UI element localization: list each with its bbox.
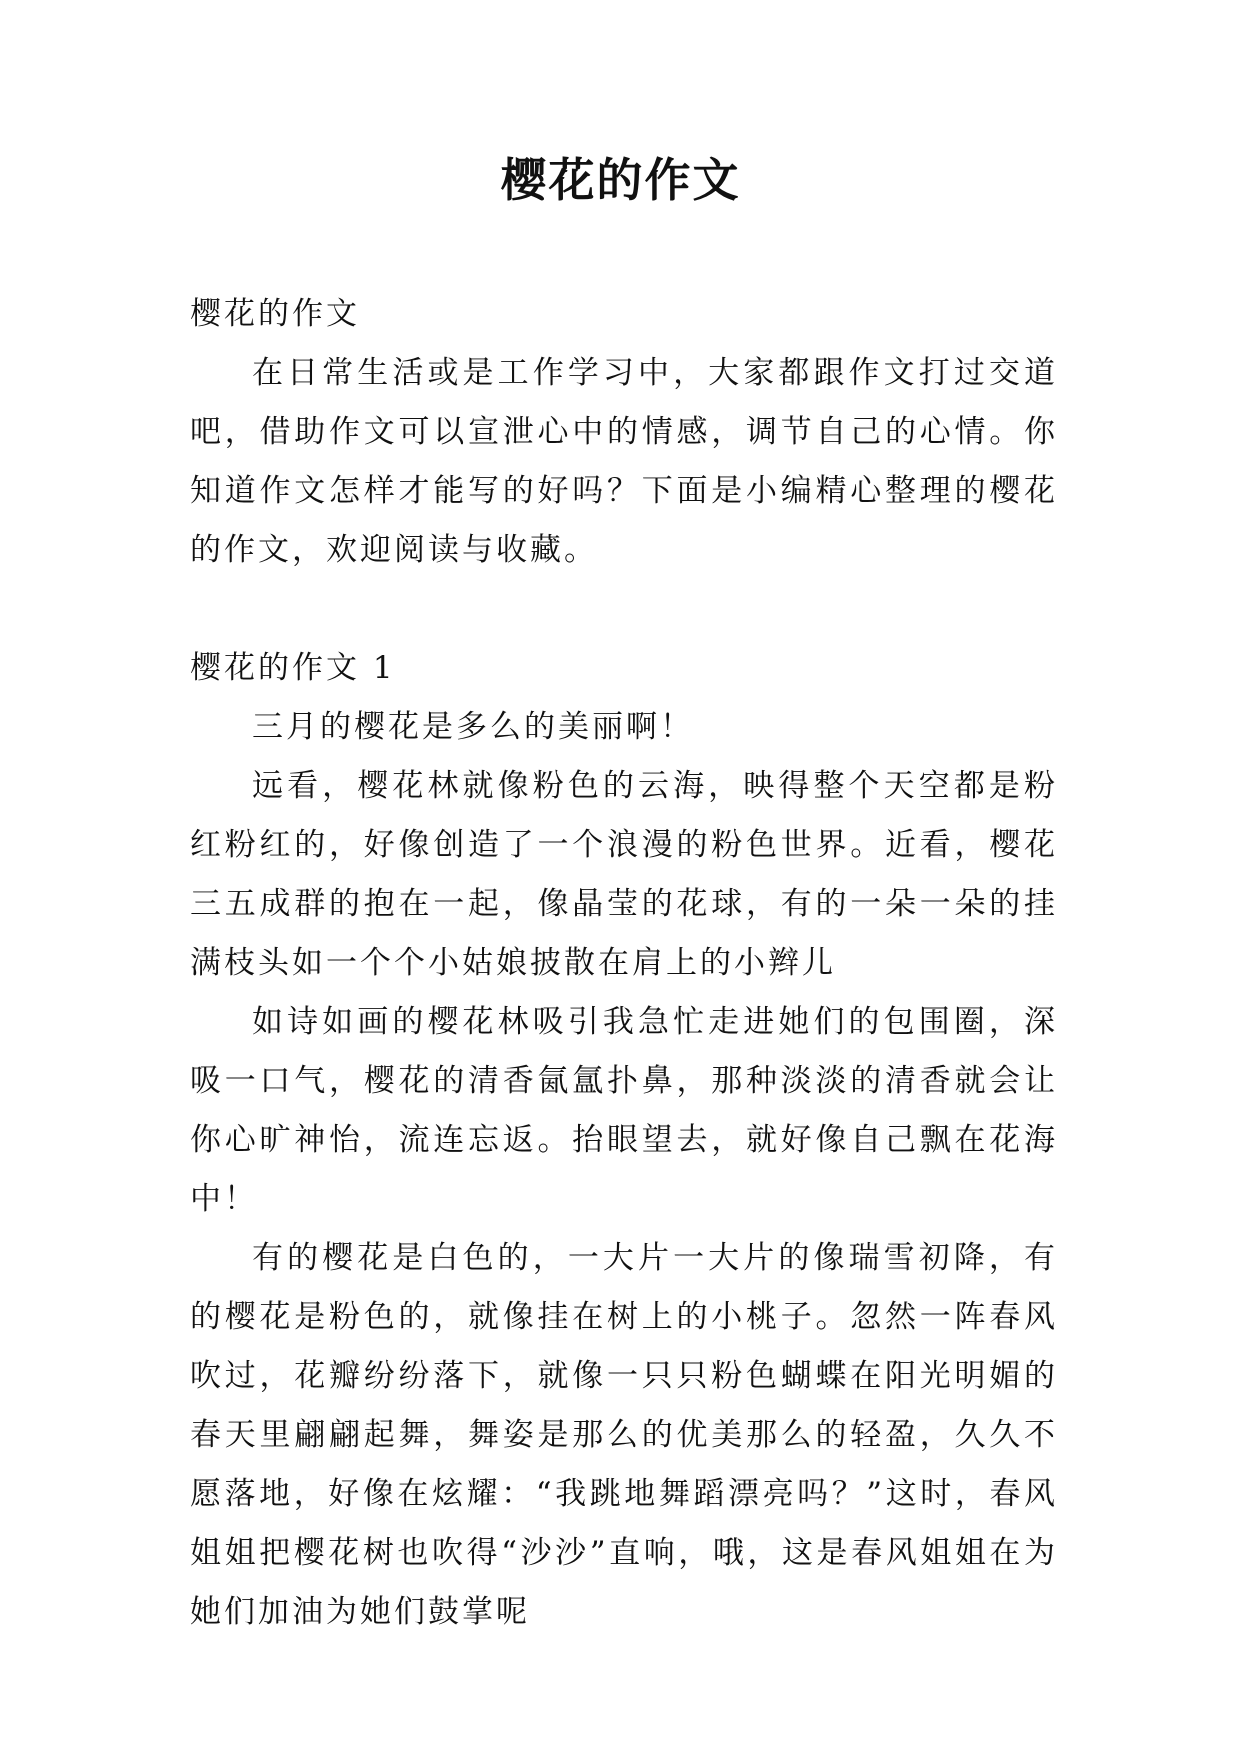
essay1-paragraph-4: 有的樱花是白色的，一大片一大片的像瑞雪初降，有的樱花是粉色的，就像挂在树上的小桃子。忽然一阵春风吹过，花瓣纷纷落下，就像一只只粉色蝴蝶在阳光明媚的春天里翩翩起舞，舞姿是那么的优美那么的轻盈，久久不愿落地，好像在炫耀：“我跳地舞蹈漂亮吗？”这时，春风姐姐把樱花树也吹得“沙沙”直响，哦，这是春风姐姐在为她们加油为她们鼓掌呢 bbox=[190, 1240, 1058, 1630]
essay1-paragraph-1: 三月的樱花是多么的美丽啊！ bbox=[252, 709, 694, 745]
essay1-heading: 樱花的作文 1 bbox=[190, 650, 396, 686]
intro-paragraph: 在日常生活或是工作学习中，大家都跟作文打过交道吧，借助作文可以宣泄心中的情感，调节自己的心情。你知道作文怎样才能写的好吗？下面是小编精心整理的樱花的作文，欢迎阅读与收藏。 bbox=[190, 355, 1058, 568]
document-body bbox=[190, 285, 1058, 1642]
intro-heading: 樱花的作文 bbox=[190, 296, 360, 332]
essay1-paragraph-3: 如诗如画的樱花林吸引我急忙走进她们的包围圈，深吸一口气，樱花的清香氤氲扑鼻，那种淡淡的清香就会让你心旷神怡，流连忘返。抬眼望去，就好像自己飘在花海中！ bbox=[190, 1004, 1058, 1217]
essay1-paragraph-2: 远看，樱花林就像粉色的云海，映得整个天空都是粉红粉红的，好像创造了一个浪漫的粉色世界。近看，樱花三五成群的抱在一起，像晶莹的花球，有的一朵一朵的挂满枝头如一个个小姑娘披散在肩上的小辫儿 bbox=[190, 768, 1058, 981]
section-spacer bbox=[190, 580, 1058, 639]
document-title: 樱花的作文 bbox=[500, 153, 741, 207]
